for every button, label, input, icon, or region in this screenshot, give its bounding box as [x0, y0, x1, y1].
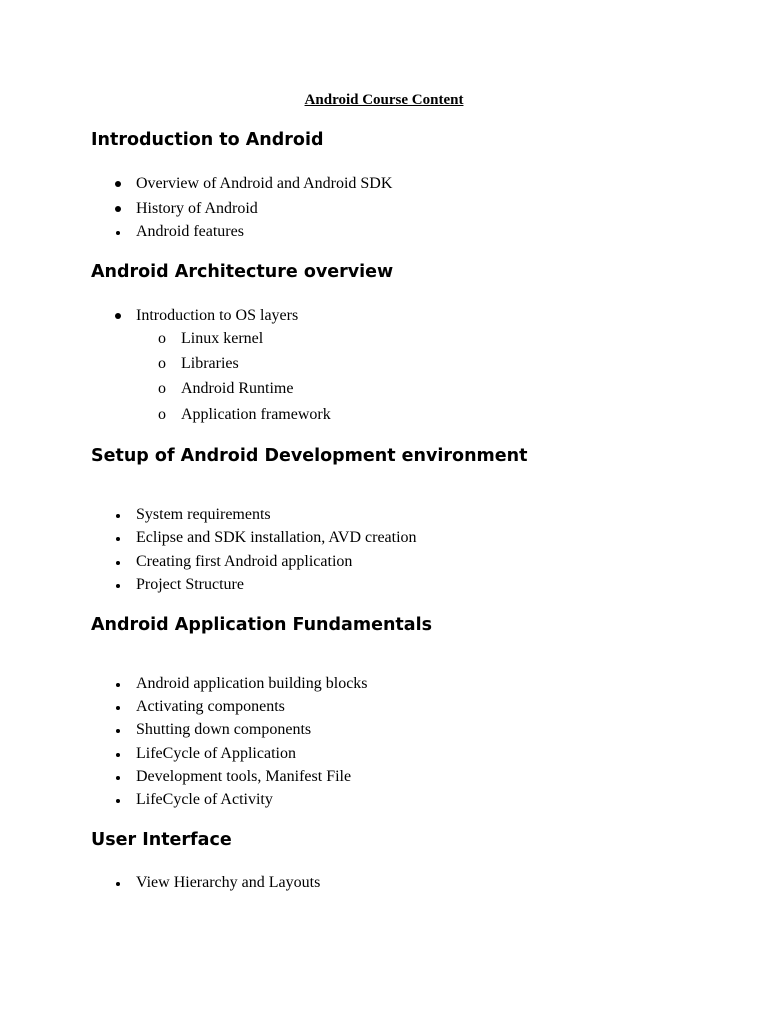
section-heading-setup: Setup of Android Development environment [91, 446, 528, 466]
bullet-icon [115, 206, 121, 212]
list-item: Android features [136, 223, 244, 240]
sub-bullet-icon: o [158, 355, 166, 372]
bullet-icon [116, 683, 120, 687]
sub-list-item: Application framework [181, 406, 331, 423]
sub-list-item: Linux kernel [181, 330, 264, 347]
list-item: Introduction to OS layers [136, 307, 299, 324]
section-heading-user-interface: User Interface [91, 830, 232, 850]
list-item: LifeCycle of Application [136, 745, 296, 762]
bullet-icon [116, 537, 120, 541]
bullet-icon [116, 776, 120, 780]
list-item: Android application building blocks [136, 675, 368, 692]
bullet-icon [116, 561, 120, 565]
list-item: Development tools, Manifest File [136, 768, 352, 785]
list-item: LifeCycle of Activity [136, 791, 273, 808]
bullet-icon [116, 729, 120, 733]
bullet-icon [115, 181, 121, 187]
list-item: History of Android [136, 200, 258, 217]
bullet-icon [116, 706, 120, 710]
list-item: Project Structure [136, 576, 244, 593]
list-item: Overview of Android and Android SDK [136, 175, 393, 192]
section-heading-fundamentals: Android Application Fundamentals [91, 615, 433, 635]
sub-bullet-icon: o [158, 406, 166, 423]
list-item: Creating first Android application [136, 553, 353, 570]
document-title: Android Course Content [304, 92, 464, 108]
bullet-icon [116, 584, 120, 588]
sub-list-item: Android Runtime [181, 380, 294, 397]
bullet-icon [116, 231, 120, 235]
list-item: Shutting down components [136, 721, 312, 738]
bullet-icon [116, 514, 120, 518]
list-item: Eclipse and SDK installation, AVD creation [136, 529, 417, 546]
section-heading-architecture: Android Architecture overview [91, 262, 394, 282]
sub-bullet-icon: o [158, 380, 166, 397]
section-heading-introduction: Introduction to Android [91, 130, 324, 150]
bullet-icon [115, 313, 121, 319]
bullet-icon [116, 882, 120, 886]
list-item: Activating components [136, 698, 285, 715]
list-item: View Hierarchy and Layouts [136, 874, 321, 891]
bullet-icon [116, 799, 120, 803]
bullet-icon [116, 753, 120, 757]
list-item: System requirements [136, 506, 271, 523]
sub-list-item: Libraries [181, 355, 239, 372]
sub-bullet-icon: o [158, 330, 166, 347]
